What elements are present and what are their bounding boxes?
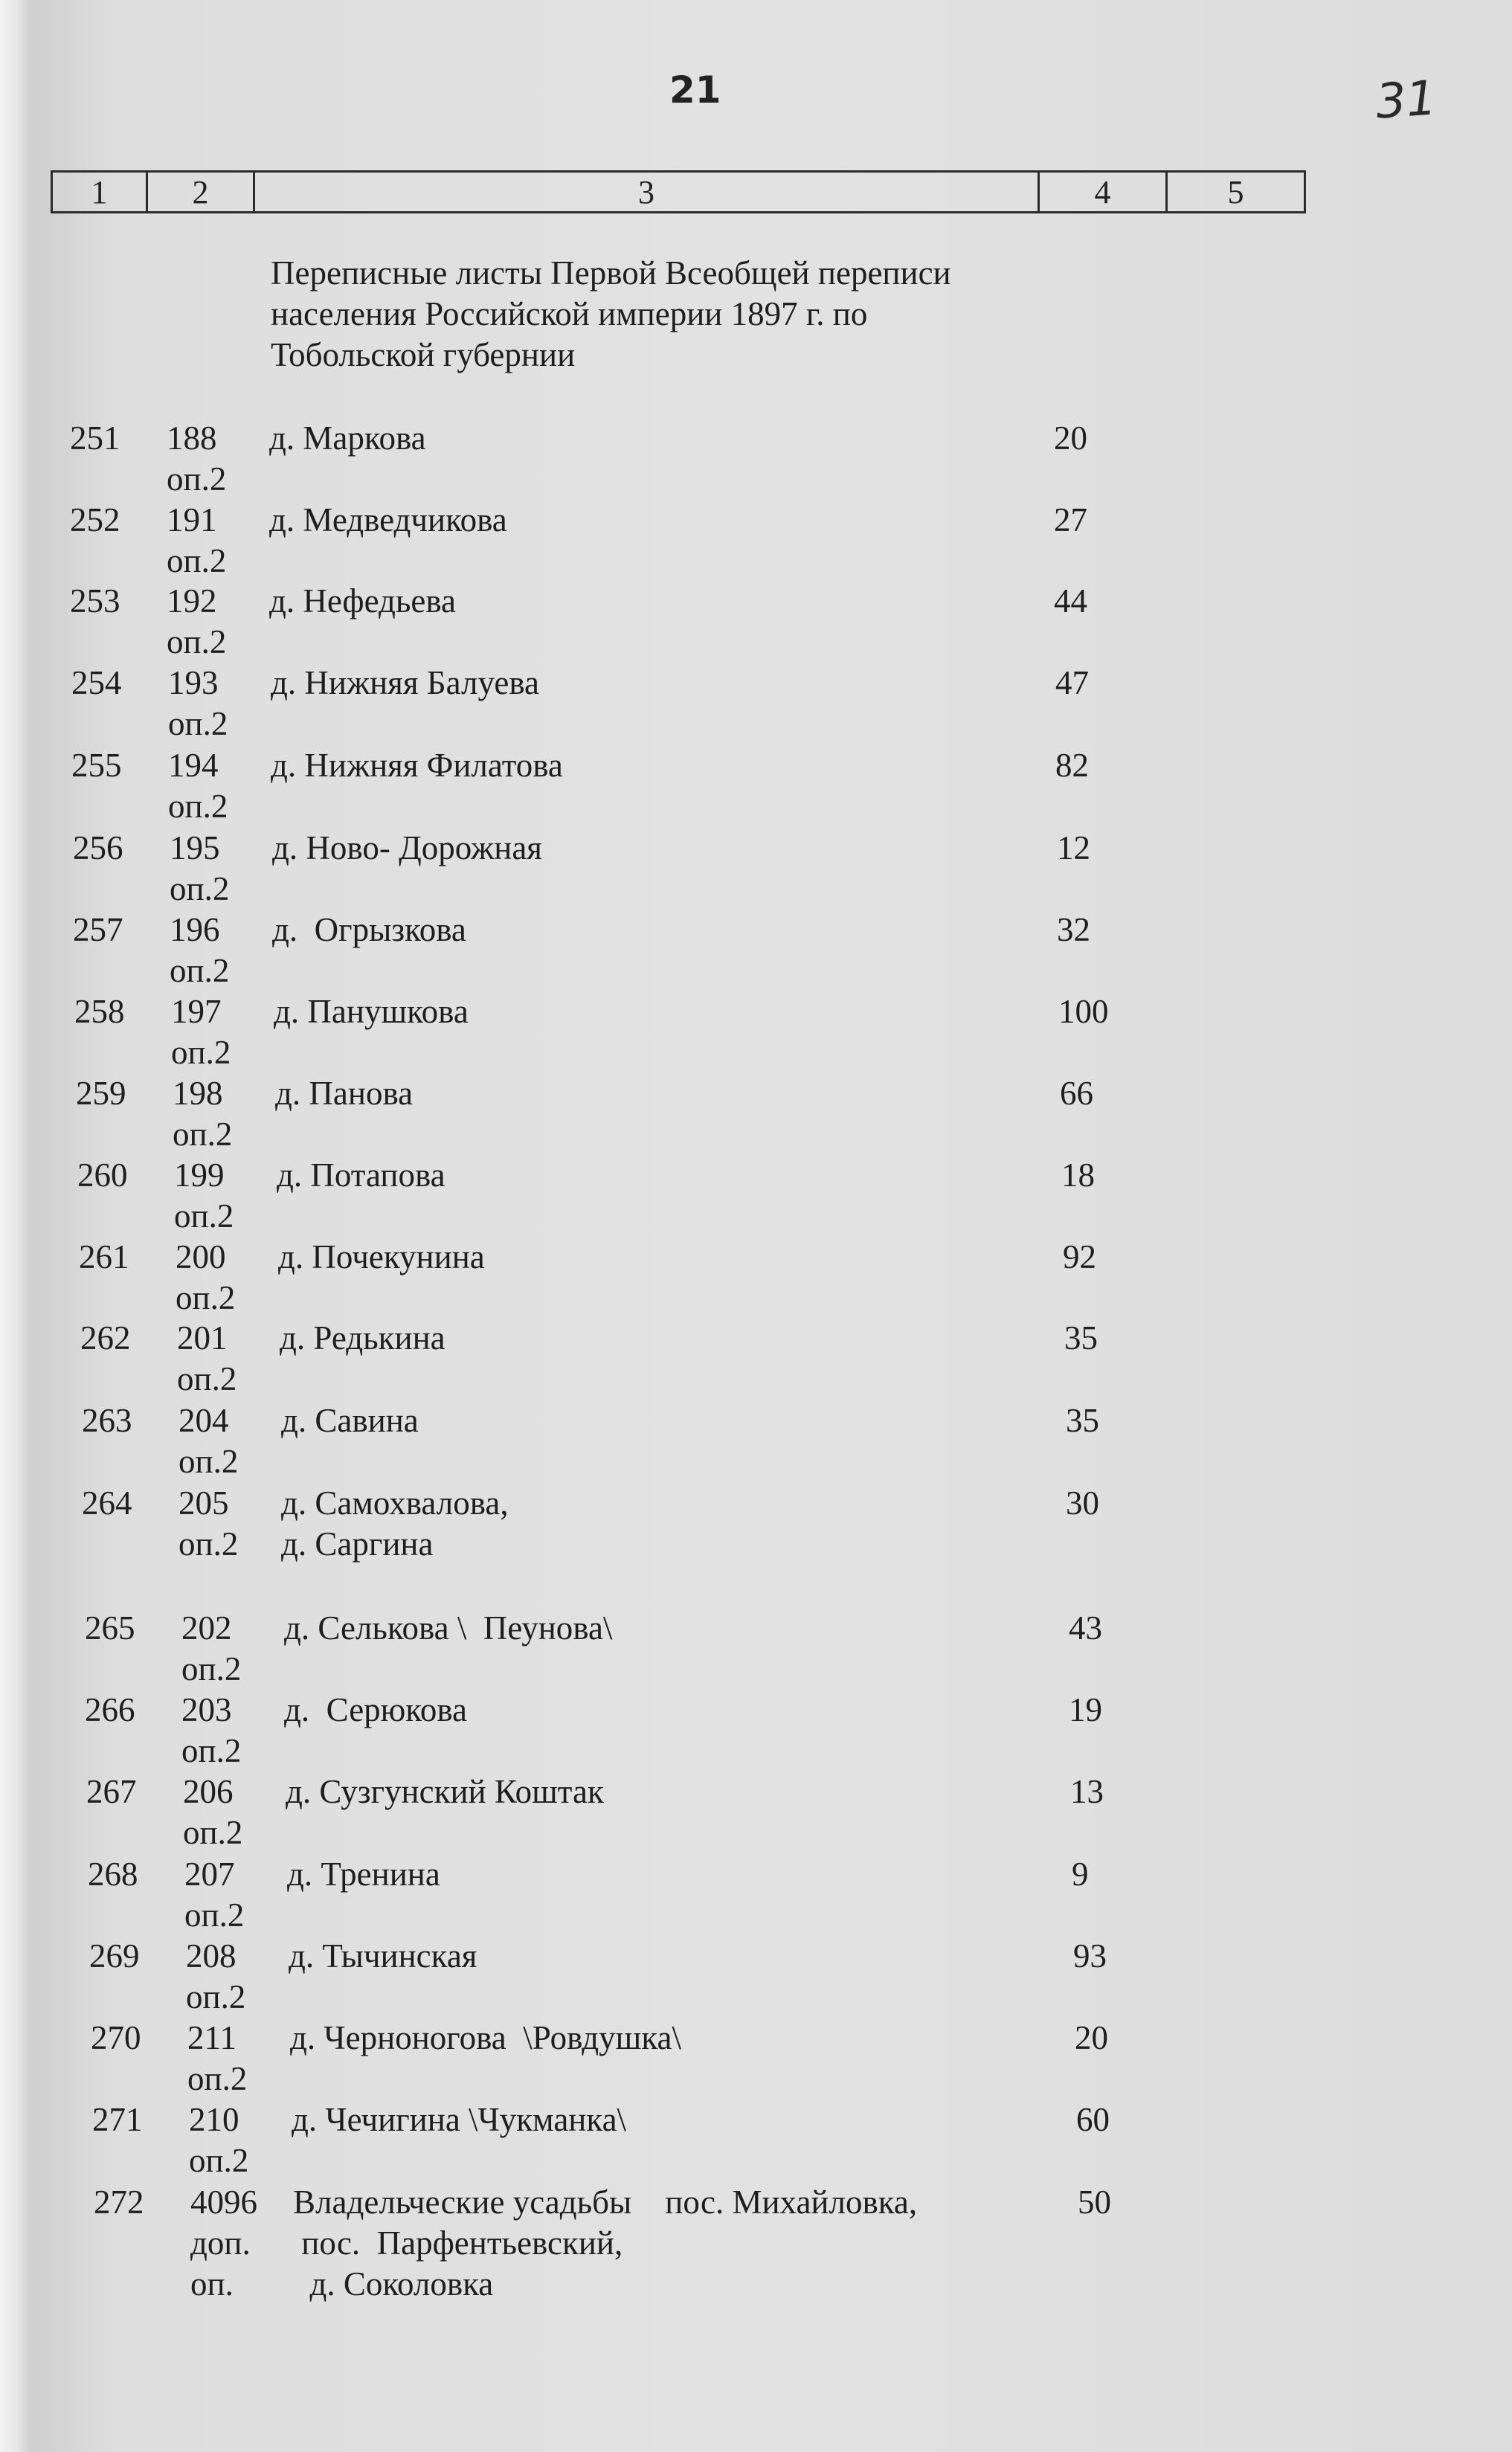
- settlement-name-line: д. Чечигина \Чукманка\: [292, 2101, 627, 2138]
- file-number-line: 198: [173, 1075, 223, 1112]
- settlement-name: [284, 1690, 467, 1731]
- settlement-name-line: Владельческие усадьбы пос. Михайловка,: [293, 2184, 918, 2221]
- file-number-line: 195: [170, 829, 220, 866]
- sheet-count: 13: [1070, 1773, 1104, 1810]
- settlement-name: [292, 2099, 626, 2140]
- settlement-name-line: д. Соколовка: [293, 2265, 494, 2303]
- file-number: [178, 1483, 238, 1565]
- file-number-line: оп.2: [183, 1814, 243, 1851]
- settlement-name-line: д. Самохвалова,: [281, 1484, 509, 1522]
- row-number: 255: [71, 747, 122, 784]
- file-number-line: оп.2: [173, 1116, 233, 1153]
- file-number-line: 207: [184, 1856, 235, 1893]
- settlement-name: [271, 663, 539, 704]
- sheet-count: 44: [1054, 582, 1087, 620]
- file-number-line: 197: [171, 993, 222, 1030]
- sheet-count: 27: [1054, 501, 1087, 538]
- row-number: 271: [92, 2101, 143, 2138]
- file-number-line: оп.2: [187, 2060, 248, 2097]
- row-number: 266: [85, 1691, 135, 1728]
- settlement-name-line: д. Нижняя Филатова: [271, 747, 563, 784]
- settlement-name: [280, 1318, 445, 1359]
- settlement-name: [269, 581, 456, 622]
- settlement-name-line: д. Медведчикова: [269, 501, 507, 538]
- file-number: [171, 991, 231, 1073]
- settlement-name-line: д. Панова: [275, 1075, 414, 1112]
- settlement-name-line: д. Тренина: [287, 1856, 440, 1893]
- settlement-name: [274, 991, 469, 1032]
- settlement-name-line: д. Маркова: [269, 419, 426, 457]
- sheet-count: 18: [1061, 1156, 1095, 1194]
- row-number: 272: [94, 2184, 144, 2221]
- file-number: [170, 828, 229, 910]
- file-number: [190, 2182, 257, 2305]
- settlement-name-line: д. Ново- Дорожная: [272, 829, 542, 866]
- section-title-line: Переписные листы Первой Всеобщей переписи: [271, 254, 951, 292]
- settlement-name-line: д. Савина: [281, 1402, 419, 1439]
- settlement-name-line: д. Нижняя Балуева: [271, 664, 539, 701]
- settlement-name-line: д. Тычинская: [289, 1937, 477, 1975]
- settlement-name-line: д. Почекунина: [278, 1238, 485, 1275]
- settlement-name: [286, 1772, 604, 1812]
- file-number-line: оп.2: [184, 1896, 245, 1934]
- file-number-line: 196: [170, 911, 220, 948]
- file-number: [178, 1400, 238, 1482]
- file-number: [189, 2099, 248, 2181]
- file-number-line: оп.2: [181, 1650, 242, 1687]
- header-col-2: 2: [148, 173, 255, 211]
- row-number: 256: [73, 829, 123, 866]
- sheet-count: 82: [1055, 747, 1089, 784]
- sheet-count: 43: [1069, 1609, 1102, 1647]
- file-number-line: доп.: [190, 2224, 251, 2262]
- file-number: [181, 1608, 241, 1690]
- row-number: 262: [80, 1319, 131, 1357]
- file-number-line: 188: [167, 419, 217, 457]
- page-edge-shadow: [0, 0, 30, 2452]
- section-title: [271, 253, 1014, 376]
- file-number: [167, 418, 226, 500]
- file-number-line: оп.2: [178, 1525, 239, 1563]
- file-number-line: 199: [174, 1156, 225, 1194]
- section-title-line: населения Российской империи 1897 г. по: [271, 295, 868, 332]
- file-number: [167, 500, 226, 582]
- row-number: 252: [70, 501, 120, 538]
- file-number-line: оп.2: [186, 1978, 246, 2015]
- file-number-line: оп.2: [170, 952, 230, 989]
- settlement-name-line: д. Нефедьева: [269, 582, 456, 620]
- row-number: 257: [73, 911, 123, 948]
- settlement-name-line: д. Селькова \ Пеунова\: [284, 1609, 613, 1647]
- sheet-count: 100: [1058, 993, 1109, 1030]
- file-number-line: 201: [177, 1319, 228, 1357]
- sheet-count: 19: [1069, 1691, 1102, 1728]
- settlement-name: [272, 910, 466, 950]
- file-number-line: оп.: [190, 2265, 234, 2303]
- sheet-count: 47: [1055, 664, 1089, 701]
- table-header-row: [51, 170, 1306, 213]
- settlement-name: [293, 2182, 917, 2305]
- file-number-line: 192: [167, 582, 217, 620]
- file-number-line: оп.2: [168, 705, 228, 742]
- settlement-name-line: д. Потапова: [277, 1156, 445, 1194]
- file-number-line: 210: [189, 2101, 239, 2138]
- archive-folio-number: 31: [1374, 71, 1438, 130]
- settlement-name: [281, 1400, 419, 1441]
- row-number: 254: [71, 664, 122, 701]
- file-number-line: 205: [178, 1484, 229, 1522]
- file-number-line: 194: [168, 747, 219, 784]
- settlement-name: [278, 1237, 485, 1278]
- file-number: [184, 1854, 244, 1936]
- file-number-line: 200: [176, 1238, 226, 1275]
- settlement-name-line: пос. Парфентьевский,: [293, 2224, 623, 2262]
- file-number-line: 4096: [190, 2184, 257, 2221]
- sheet-count: 20: [1054, 419, 1087, 457]
- file-number-line: 211: [187, 2019, 237, 2056]
- sheet-count: 66: [1060, 1075, 1093, 1112]
- settlement-name-line: д. Панушкова: [274, 993, 469, 1030]
- file-number-line: оп.2: [167, 542, 227, 579]
- file-number: [187, 2018, 247, 2099]
- file-number-line: 191: [167, 501, 217, 538]
- settlement-name-line: д. Сузгунский Коштак: [286, 1773, 604, 1810]
- row-number: 265: [85, 1609, 135, 1647]
- row-number: 268: [88, 1856, 138, 1893]
- sheet-count: 93: [1073, 1937, 1107, 1975]
- sheet-count: 32: [1057, 911, 1090, 948]
- file-number: [170, 910, 229, 991]
- file-number-line: оп.2: [189, 2142, 249, 2179]
- sheet-count: 50: [1078, 2184, 1111, 2221]
- file-number-line: оп.2: [176, 1279, 236, 1316]
- file-number-line: 202: [181, 1609, 232, 1647]
- file-number: [181, 1690, 241, 1772]
- file-number: [168, 745, 228, 827]
- row-number: 269: [89, 1937, 140, 1975]
- settlement-name-line: д. Серюкова: [284, 1691, 468, 1728]
- file-number-line: оп.2: [167, 460, 227, 498]
- file-number: [168, 663, 228, 744]
- file-number-line: 193: [168, 664, 219, 701]
- row-number: 261: [79, 1238, 129, 1275]
- settlement-name: [284, 1608, 612, 1649]
- file-number-line: оп.2: [171, 1034, 231, 1071]
- row-number: 260: [77, 1156, 128, 1194]
- settlement-name: [289, 1936, 477, 1977]
- file-number-line: 203: [181, 1691, 232, 1728]
- section-title-line: Тобольской губернии: [271, 336, 576, 373]
- file-number-line: 204: [178, 1402, 229, 1439]
- file-number-line: оп.2: [178, 1443, 239, 1480]
- file-number: [174, 1155, 234, 1237]
- sheet-count: 60: [1076, 2101, 1110, 2138]
- sheet-count: 35: [1064, 1319, 1098, 1357]
- settlement-name: [287, 1854, 440, 1895]
- settlement-name: [277, 1155, 445, 1196]
- header-col-4: 4: [1040, 173, 1168, 211]
- settlement-name-line: д. Саргина: [281, 1525, 434, 1563]
- sheet-count: 92: [1063, 1238, 1096, 1275]
- settlement-name: [269, 500, 507, 541]
- file-number-line: 208: [186, 1937, 237, 1975]
- sheet-count: 9: [1072, 1856, 1089, 1893]
- file-number: [177, 1318, 237, 1400]
- sheet-count: 20: [1075, 2019, 1108, 2056]
- settlement-name-line: д. Редькина: [280, 1319, 445, 1357]
- file-number: [176, 1237, 235, 1319]
- row-number: 267: [86, 1773, 137, 1810]
- row-number: 251: [70, 419, 120, 457]
- page-number: 21: [669, 68, 721, 112]
- row-number: 264: [82, 1484, 132, 1522]
- file-number-line: 206: [183, 1773, 234, 1810]
- row-number: 258: [74, 993, 125, 1030]
- row-number: 270: [91, 2019, 141, 2056]
- header-col-1: 1: [53, 173, 148, 211]
- file-number: [173, 1073, 232, 1155]
- settlement-name: [275, 1073, 413, 1114]
- header-col-5: 5: [1227, 173, 1244, 210]
- file-number-line: оп.2: [181, 1732, 242, 1769]
- row-number: 259: [76, 1075, 126, 1112]
- settlement-name: [272, 828, 542, 869]
- sheet-count: 30: [1066, 1484, 1099, 1522]
- settlement-name-line: д. Огрызкова: [272, 911, 466, 948]
- file-number: [186, 1936, 245, 2018]
- row-number: 263: [82, 1402, 132, 1439]
- row-number: 253: [70, 582, 120, 620]
- settlement-name: [290, 2018, 681, 2059]
- sheet-count: 12: [1057, 829, 1090, 866]
- sheet-count: 35: [1066, 1402, 1099, 1439]
- file-number: [167, 581, 226, 663]
- file-number-line: оп.2: [177, 1360, 237, 1397]
- settlement-name: [281, 1483, 509, 1565]
- settlement-name: [271, 745, 563, 786]
- file-number-line: оп.2: [167, 623, 227, 660]
- file-number: [183, 1772, 242, 1853]
- file-number-line: оп.2: [170, 870, 230, 907]
- settlement-name-line: д. Черноногова \Ровдушка\: [290, 2019, 681, 2056]
- file-number-line: оп.2: [174, 1197, 234, 1235]
- file-number-line: оп.2: [168, 788, 228, 825]
- settlement-name: [269, 418, 426, 459]
- header-col-3: 3: [255, 173, 1040, 211]
